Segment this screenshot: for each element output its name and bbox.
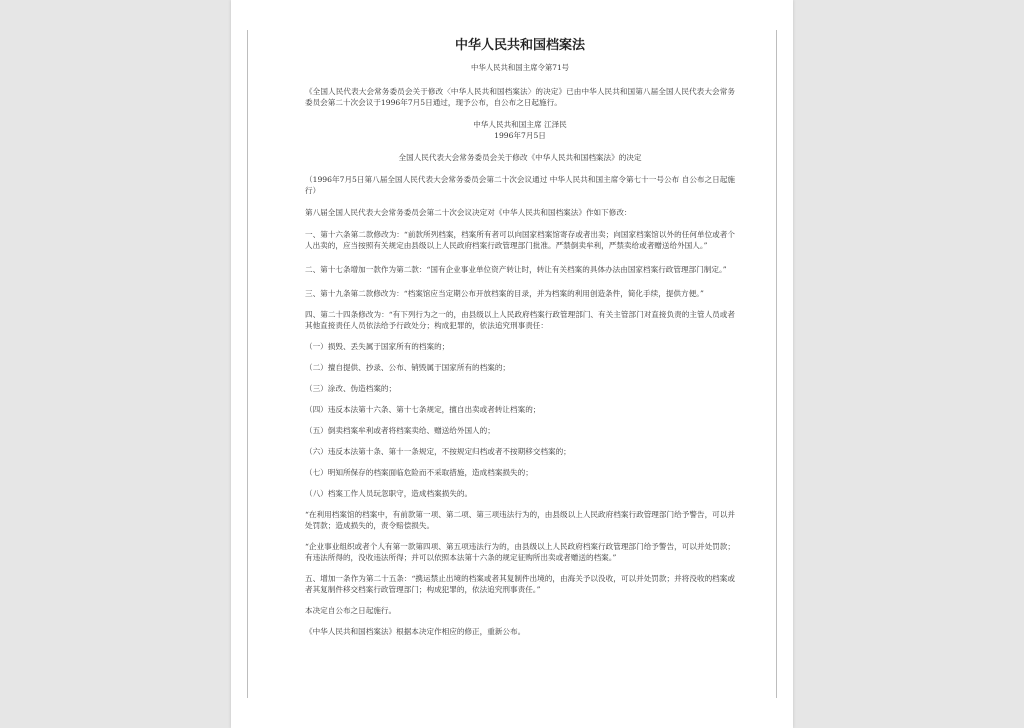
sign-date: 1996年7月5日 <box>494 131 546 140</box>
document-title: 中华人民共和国档案法 <box>454 38 585 53</box>
sub-item-7: （七）明知所保存的档案面临危险而不采取措施，造成档案损失的； <box>305 468 533 477</box>
paragraph-b: “企业事业组织或者个人有第一款第四项、第五项违法行为的，由县级以上人民政府档案行政管理部门给予警告，可以并处罚款；有违法所得的，没收违法所得；并可以依照本法第十六条的规定征购所出卖或者赠送的档案。” <box>305 542 735 562</box>
sub-item-2: （二）擅自提供、抄录、公布、销毁属于国家所有的档案的； <box>305 363 511 372</box>
signer-line: 中华人民共和国主席 江泽民 <box>473 120 567 129</box>
document-page <box>231 0 793 728</box>
sub-item-4: （四）违反本法第十六条、第十七条规定，擅自出卖或者转让档案的； <box>305 405 541 414</box>
sub-item-5: （五）倒卖档案牟利或者将档案卖给、赠送给外国人的； <box>305 426 495 435</box>
paragraph-a: “在利用档案馆的档案中，有前款第一项、第二项、第三项违法行为的，由县级以上人民政府档案行政管理部门给予警告，可以并处罚款；造成损失的，责令赔偿损失。 <box>305 510 735 530</box>
amendment-item-4: 四、第二十四条修改为：“有下列行为之一的，由县级以上人民政府档案行政管理部门、有关主管部门对直接负责的主管人员或者其他直接责任人员依法给予行政处分；构成犯罪的，依法追究刑事责任： <box>305 310 735 330</box>
amendment-item-5: 五、增加一条作为第二十五条：“携运禁止出境的档案或者其复制件出境的，由海关予以没收，可以并处罚款；并将没收的档案或者其复制件移交档案行政管理部门；构成犯罪的，依法追究刑事责任。” <box>305 574 735 594</box>
sub-item-8: （八）档案工作人员玩忽职守，造成档案损失的。 <box>305 489 473 498</box>
preamble-paragraph: 《全国人民代表大会常务委员会关于修改〈中华人民共和国档案法〉的决定》已由中华人民共和国第八届全国人民代表大会常务委员会第二十次会议于1996年7月5日通过，现予公布，自公布之日起施行。 <box>305 87 735 107</box>
effective-statement: 本决定自公布之日起施行。 <box>305 606 397 615</box>
decision-title: 全国人民代表大会常务委员会关于修改《中华人民共和国档案法》的决定 <box>398 153 642 162</box>
sub-item-6: （六）违反本法第十条、第十一条规定，不按规定归档或者不按期移交档案的； <box>305 447 571 456</box>
decision-note: （1996年7月5日第八届全国人民代表大会常务委员会第二十次会议通过 中华人民共和国主席令第七十一号公布 自公布之日起施行） <box>305 175 735 195</box>
document-body <box>305 38 735 637</box>
intro-paragraph: 第八届全国人民代表大会常务委员会第二十次会议决定对《中华人民共和国档案法》作如下修改： <box>305 208 632 217</box>
document-subtitle: 中华人民共和国主席令第71号 <box>470 63 570 72</box>
amendment-item-3: 三、第十九条第二款修改为：“档案馆应当定期公布开放档案的目录，并为档案的利用创造条件，简化手续，提供方便。” <box>305 289 704 298</box>
amendment-item-2: 二、第十七条增加一款作为第二款：“国有企业事业单位资产转让时，转让有关档案的具体办法由国家档案行政管理部门制定。” <box>305 265 727 274</box>
sub-item-3: （三）涂改、伪造档案的； <box>305 384 397 393</box>
sub-item-1: （一）损毁、丢失属于国家所有的档案的； <box>305 342 450 351</box>
amendment-item-1: 一、第十六条第二款修改为：“前款所列档案，档案所有者可以向国家档案馆寄存或者出卖；向国家档案馆以外的任何单位或者个人出卖的，应当按照有关规定由县级以上人民政府档案行政管理部门批准。严禁倒卖牟利，严禁卖给或者赠送给外国人。” <box>305 230 735 250</box>
closing-statement: 《中华人民共和国档案法》根据本决定作相应的修正，重新公布。 <box>305 627 526 636</box>
